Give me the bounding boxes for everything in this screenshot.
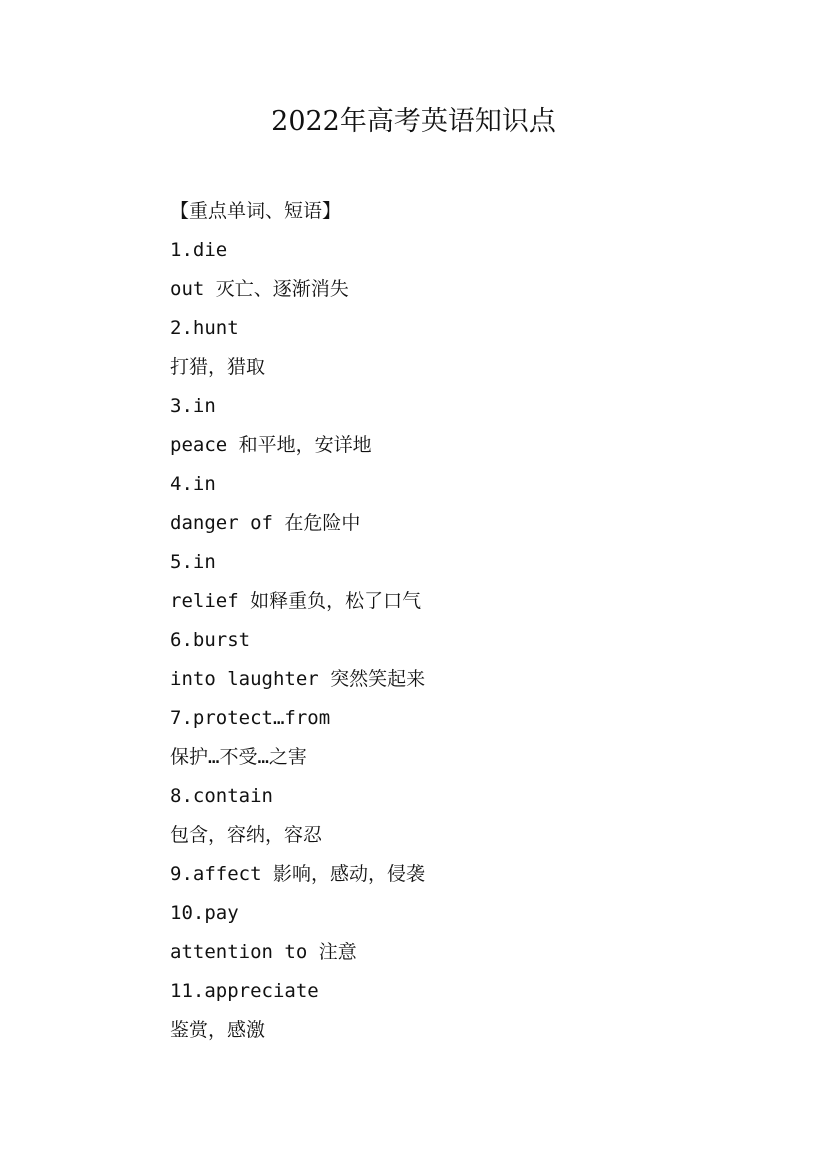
vocabulary-line: 保护…不受…之害 <box>170 746 307 768</box>
vocabulary-line: 9.affect 影响，感动，侵袭 <box>170 863 425 885</box>
page-title: 2022年高考英语知识点 <box>271 106 556 137</box>
vocabulary-line: 10.pay <box>170 902 239 924</box>
vocabulary-line: 3.in <box>170 395 216 417</box>
vocabulary-line: 6.burst <box>170 629 251 651</box>
vocabulary-line: 打猎，猎取 <box>170 356 266 378</box>
vocabulary-line: 4.in <box>170 473 216 495</box>
vocabulary-line: relief 如释重负，松了口气 <box>170 590 422 612</box>
vocabulary-line: 2.hunt <box>170 317 239 339</box>
vocabulary-line: peace 和平地，安详地 <box>170 434 372 456</box>
vocabulary-list <box>170 235 730 1054</box>
section-heading: 【重点单词、短语】 <box>170 200 342 222</box>
vocabulary-line: 5.in <box>170 551 216 573</box>
vocabulary-line: 包含，容纳，容忍 <box>170 824 323 846</box>
vocabulary-line: 鉴赏，感激 <box>170 1019 266 1041</box>
vocabulary-line: out 灭亡、逐渐消失 <box>170 278 349 300</box>
vocabulary-line: 11.appreciate <box>170 980 319 1002</box>
vocabulary-line: attention to 注意 <box>170 941 357 963</box>
vocabulary-line: 1.die <box>170 239 228 261</box>
vocabulary-line: into laughter 突然笑起来 <box>170 668 426 690</box>
vocabulary-line: 7.protect…from <box>170 707 331 729</box>
vocabulary-line: 8.contain <box>170 785 273 807</box>
vocabulary-line: danger of 在危险中 <box>170 512 361 534</box>
